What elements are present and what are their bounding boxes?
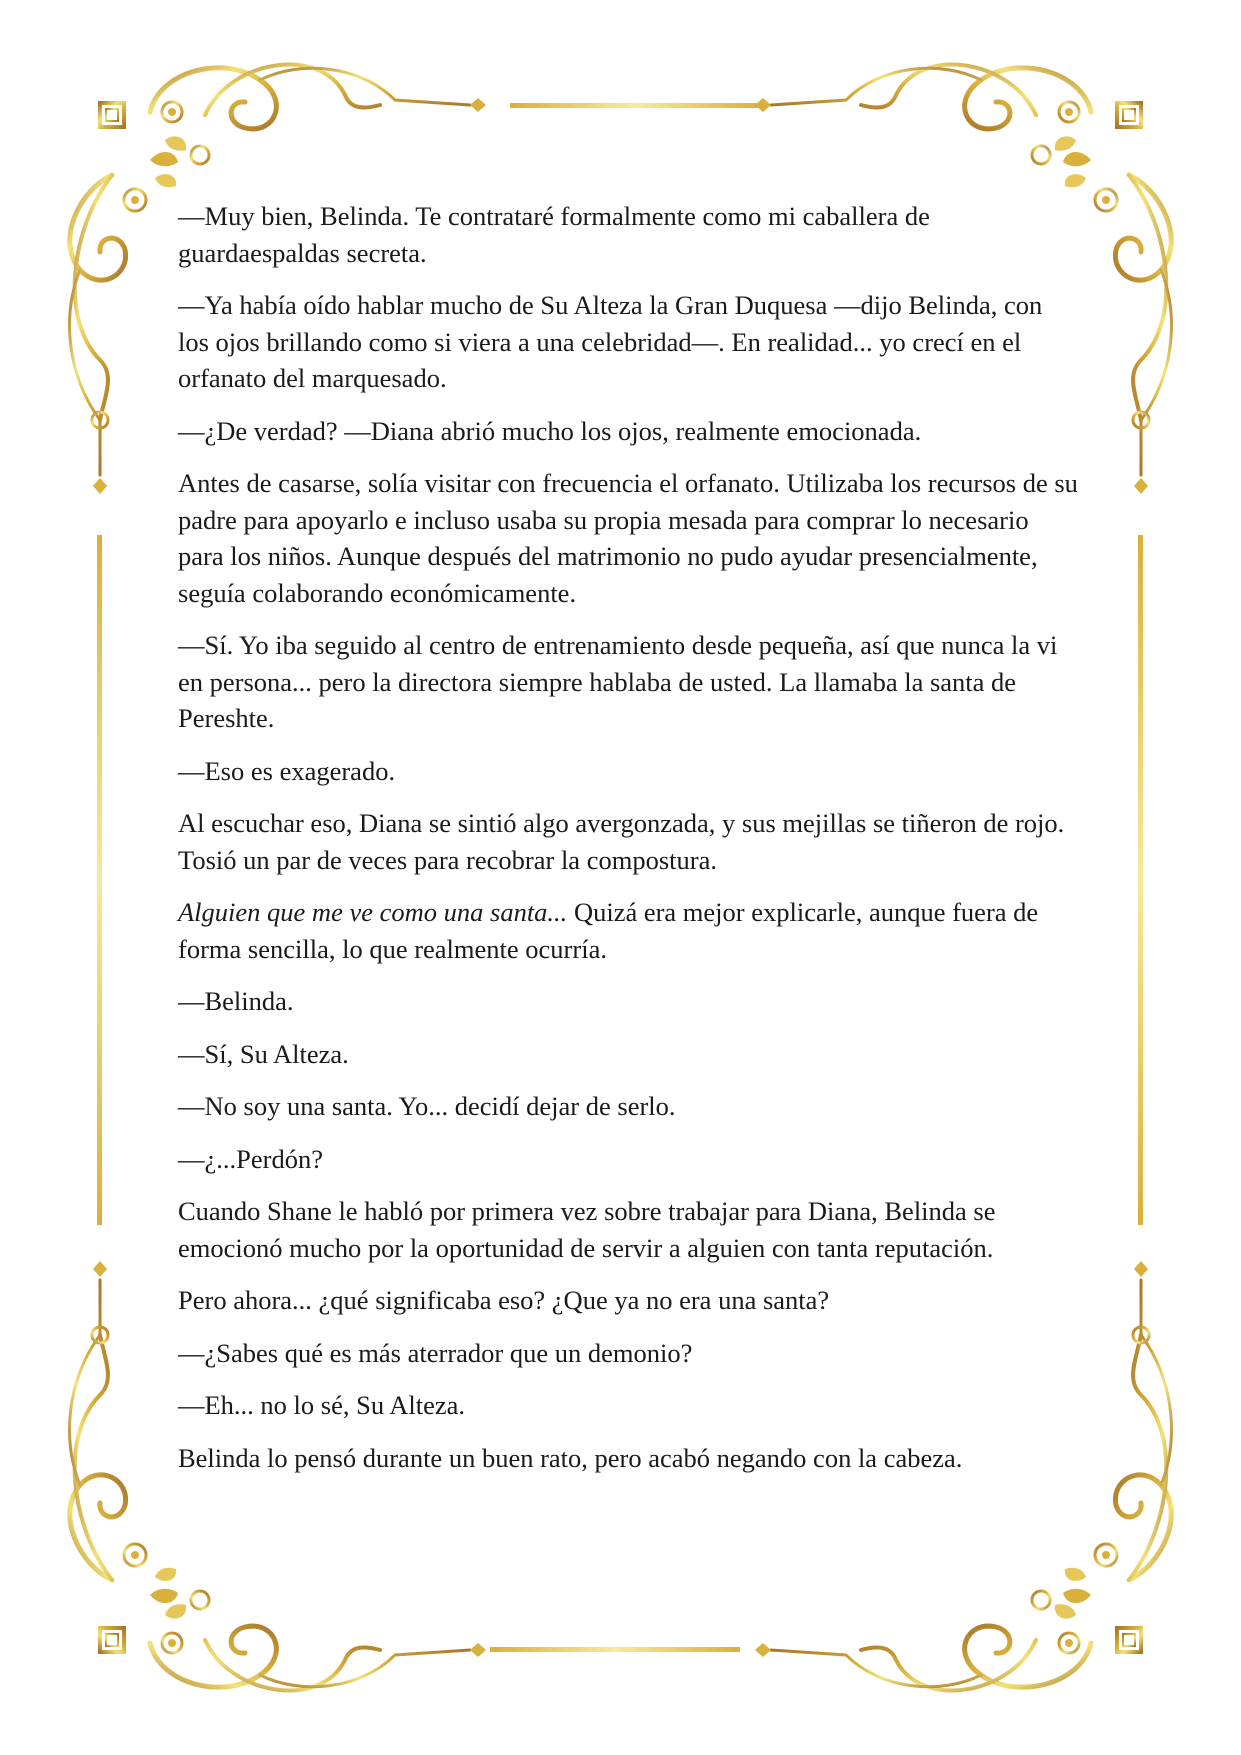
paragraph: —Ya había oído hablar mucho de Su Alteza la Gran Duquesa —dijo Belinda, con los ojos brillando como si viera a una celebridad—. En realidad... yo crecí en el orfanato del marquesado. bbox=[178, 290, 1043, 393]
paragraph: —No soy una santa. Yo... decidí dejar de serlo. bbox=[178, 1091, 676, 1121]
paragraph: —Muy bien, Belinda. Te contrataré formalmente como mi caballera de guardaespaldas secreta. bbox=[178, 201, 930, 268]
paragraph: —Eso es exagerado. bbox=[178, 755, 396, 786]
paragraph: Pero ahora... ¿qué significaba eso? ¿Que ya no era una santa? bbox=[178, 1285, 830, 1315]
paragraph: —Eh... no lo sé, Su Alteza. bbox=[178, 1390, 466, 1420]
paragraph: Belinda lo pensó durante un buen rato, pero acabó negando con la cabeza. bbox=[178, 1442, 963, 1473]
paragraph: —¿De verdad? —Diana abrió mucho los ojos, realmente emocionada. bbox=[178, 415, 922, 446]
frame-top-line bbox=[510, 103, 760, 108]
frame-left-line bbox=[97, 535, 102, 1225]
italic-thought: Alguien que me ve como una santa... bbox=[178, 897, 568, 927]
paragraph: Antes de casarse, solía visitar con frecuencia el orfanato. Utilizaba los recursos de su padre para apoyarlo e incluso usaba su propia mesada para comprar lo necesario para los niños. Aunque después del matrimonio no pudo ayudar presencialmente, seguía colaborando económicamente. bbox=[178, 468, 1078, 608]
paragraph: Cuando Shane le habló por primera vez sobre trabajar para Diana, Belinda se emocionó mucho por la oportunidad de servir a alguien con tanta reputación. bbox=[178, 1196, 996, 1263]
paragraph: —Belinda. bbox=[178, 986, 294, 1016]
frame-bottom-line bbox=[490, 1647, 740, 1652]
paragraph: —Sí. Yo iba seguido al centro de entrenamiento desde pequeña, así que nunca la vi en persona... pero la directora siempre hablaba de usted. La llamaba la santa de Pereshte. bbox=[178, 630, 1058, 733]
paragraph: —¿...Perdón? bbox=[178, 1143, 323, 1174]
story-text bbox=[178, 198, 1078, 1492]
paragraph: —¿Sabes qué es más aterrador que un demonio? bbox=[178, 1337, 693, 1368]
paragraph: Al escuchar eso, Diana se sintió algo avergonzada, y sus mejillas se tiñeron de rojo. Tosió un par de veces para recobrar la compostura. bbox=[178, 808, 1065, 875]
paragraph-continuation: Quizá era mejor explicarle, aunque fuera de forma sencilla, lo que realmente ocurría. bbox=[178, 897, 1039, 964]
paragraph bbox=[178, 894, 1078, 967]
paragraph: —Sí, Su Alteza. bbox=[178, 1038, 349, 1069]
frame-right-line bbox=[1138, 535, 1143, 1225]
